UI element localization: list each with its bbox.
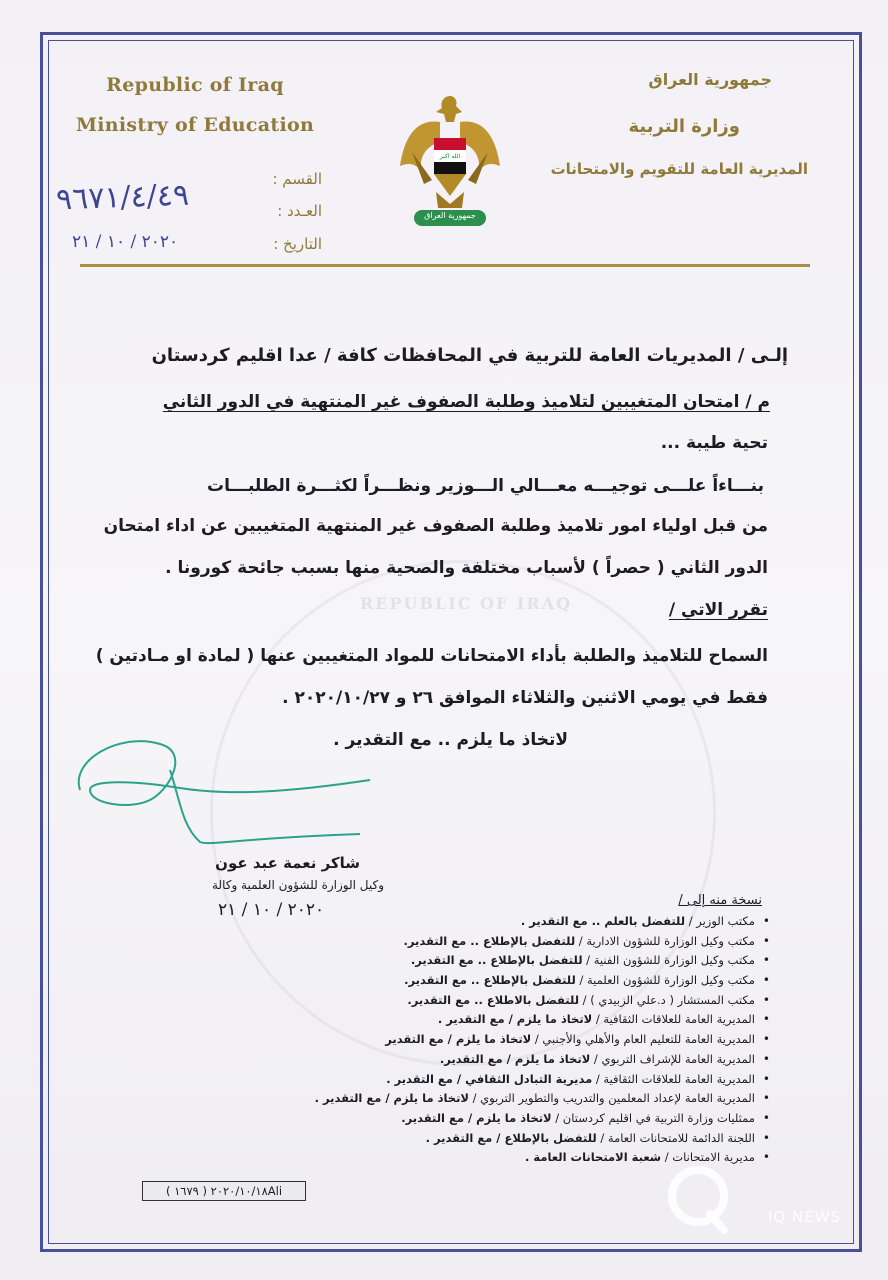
list-item: • المديرية العامة للعلاقات الثقافية / لاتخاذ ما يلزم / مع التقدير . xyxy=(210,1010,770,1030)
list-item: • مكتب وكيل الوزارة للشؤون الفنية / للتفضل بالإطلاع .. مع التقدير. xyxy=(210,951,770,971)
svg-text:الله اكبر: الله اكبر xyxy=(439,153,461,160)
magnifier-logo-icon xyxy=(660,1160,740,1240)
header-ministry-ar: وزارة التربية xyxy=(628,116,740,137)
cc-heading: نسخة منه إلى / xyxy=(678,893,762,908)
signatory-title: وكيل الوزارة للشؤون العلمية وكالة xyxy=(211,878,384,892)
label-number: العـدد : xyxy=(277,202,322,220)
news-watermark xyxy=(660,1160,860,1240)
handwritten-number: ٩٦٧١/٤/٤٩ xyxy=(55,177,190,218)
list-item: • المديرية العامة للإشراف التربوي / لاتخاذ ما يلزم / مع التقدير. xyxy=(210,1050,770,1070)
list-item: • المديرية العامة للعلاقات الثقافية / مديرية التبادل الثقافي / مع التقدير . xyxy=(210,1070,770,1090)
list-item: • اللجنة الدائمة للامتحانات العامة / للتفضل بالإطلاع / مع التقدير . xyxy=(210,1129,770,1149)
closing-line: لاتخاذ ما يلزم .. مع التقدير . xyxy=(333,730,568,750)
greeting-line: تحية طيبة ... xyxy=(660,433,768,453)
eagle-emblem-icon xyxy=(396,88,504,238)
header-divider xyxy=(80,264,810,267)
list-item: • المديرية العامة لإعداد المعلمين والتدريب والتطوير التربوي / لاتخاذ ما يلزم / مع التقدير . xyxy=(210,1089,770,1109)
header-country-en: Republic of Iraq xyxy=(106,74,284,96)
label-section: القسم : xyxy=(272,170,322,188)
paragraph-line-1: بنـــاءاً علـــى توجيـــه معـــالي الـــوزير ونظـــراً لكثـــرة الطلبـــات xyxy=(207,476,764,496)
subject-line: م / امتحان المتغيبين لتلاميذ وطلبة الصفوف غير المنتهية في الدور الثاني xyxy=(162,392,770,412)
signature-scribble xyxy=(60,730,400,850)
decision-line-2: فقط في يومي الاثنين والثلاثاء الموافق ٢٦ و ٢٠٢٠/١٠/٢٧ . xyxy=(282,688,768,708)
handwritten-date: ٢٠٢٠ / ١٠ / ٢١ xyxy=(72,232,179,252)
list-item: • مكتب وكيل الوزارة للشؤون العلمية / للتفضل بالإطلاع .. مع التقدير. xyxy=(210,971,770,991)
label-date: التاريخ : xyxy=(273,235,322,253)
list-item: • مكتب الوزير / للتفضل بالعلم .. مع التقدير . xyxy=(210,912,770,932)
header-directorate-ar: المديرية العامة للتقويم والامتحانات xyxy=(550,160,808,178)
emblem-label: جمهورية العراق xyxy=(424,211,476,220)
list-item: • ممثليات وزارة التربية في اقليم كردستان / لاتخاذ ما يلزم / مع التقدير. xyxy=(210,1109,770,1129)
watermark-text: IQ NEWS xyxy=(768,1208,842,1226)
paragraph-line-2: من قبل اولياء امور تلاميذ وطلبة الصفوف غير المنتهية المتغيبين عن اداء امتحان xyxy=(103,516,768,536)
decision-line-1: السماح للتلاميذ والطلبة بأداء الامتحانات للمواد المتغيبين عنها ( لمادة او مـادتين ) xyxy=(95,646,768,666)
signature-date: ٢٠٢٠ / ١٠ / ٢١ xyxy=(218,900,325,920)
recipient-line: إلـى / المديريات العامة للتربية في المحافظات كافة / عدا اقليم كردستان xyxy=(151,345,788,366)
document-reference-code: ( ١٦٧٩ ) ٢٠٢٠/١٠/١٨Ali xyxy=(142,1181,306,1201)
list-item: • مكتب المستشار ( د.علي الزبيدي ) / للتفضل بالاطلاع .. مع التقدير. xyxy=(210,991,770,1011)
list-item: • مديرية الامتحانات / شعبة الامتحانات العامة . xyxy=(210,1148,770,1168)
list-item: • مكتب وكيل الوزارة للشؤون الادارية / للتفضل بالإطلاع .. مع التقدير. xyxy=(210,932,770,952)
signatory-name: شاكر نعمة عبد عون xyxy=(215,854,360,872)
decision-heading: تقرر الاتي / xyxy=(668,600,768,620)
list-item: • المديرية العامة للتعليم العام والأهلي والأجنبي / لاتخاذ ما يلزم / مع التقدير xyxy=(210,1030,770,1050)
header-country-ar: جمهورية العراق xyxy=(648,70,772,89)
paragraph-line-3: الدور الثاني ( حصراً ) لأسباب مختلفة والصحية منها بسبب جائحة كورونا . xyxy=(165,558,768,578)
stamp-text: REPUBLIC OF IRAQ xyxy=(360,594,573,613)
header-ministry-en: Ministry of Education xyxy=(75,114,315,136)
cc-list xyxy=(210,912,770,1168)
